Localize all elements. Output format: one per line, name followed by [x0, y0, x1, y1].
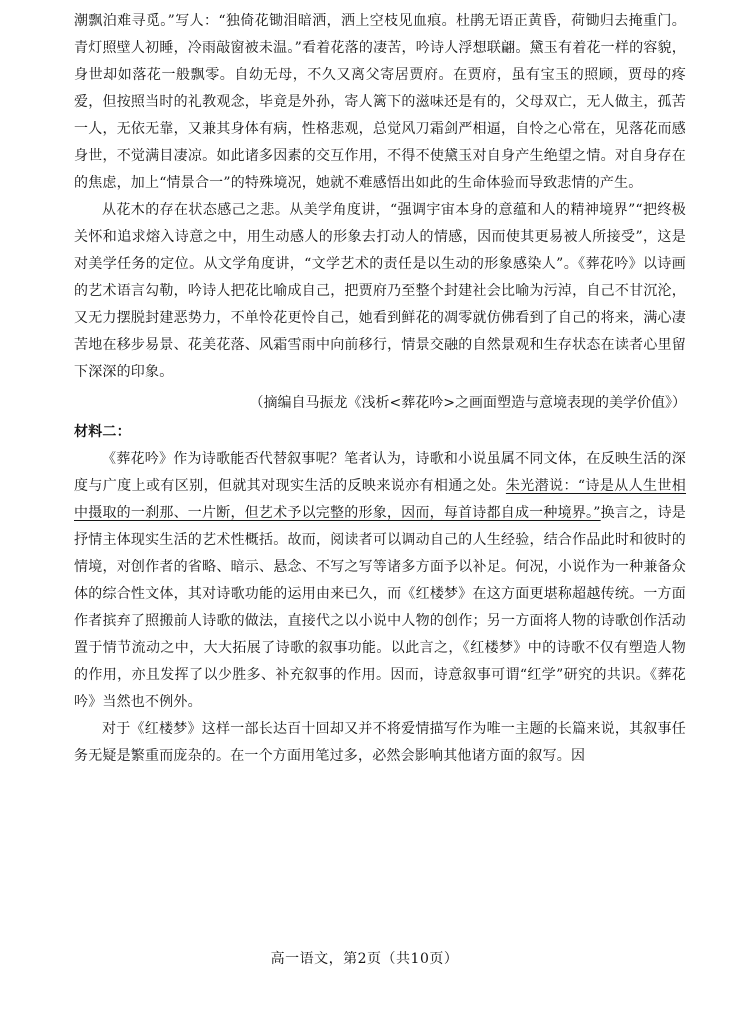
- paragraph-3-text-b: 换言之，诗是抒情主体现实生活的艺术性概括。故而，阅读者可以调动自己的人生经验，结合作品此时和彼时的情境，对创作者的省略、暗示、悬念、不写之写等诸多方面予以补足。何况，小说作为一种兼备众体的综合性文体，其对诗歌功能的运用由来已久，而《红楼梦》在这方面更堪称超越传统。一方面作者摈弃了照搬前人诗歌的做法，直接代之以小说中人物的创作；另一方面将人物的诗歌创作活动置于情节流动之中，大大拓展了诗歌的叙事功能。以此言之，《红楼梦》中的诗歌不仅有塑造人物的作用，亦且发挥了以少胜多、补充叙事的作用。因而，诗意叙事可谓“红学”研究的共识。《葬花吟》当然也不例外。: [74, 505, 687, 710]
- paragraph-3: [74, 446, 686, 716]
- paragraph-3-text-a: 《葬花吟》作为诗歌能否代替叙事呢？笔者认为，诗歌和小说虽属不同文体，在反映生活的深度与广度上或有区别，但就其对现实生活的反映来说亦有相通之处。: [74, 451, 686, 494]
- material-two-heading: 材料二：: [74, 424, 131, 440]
- paragraph-1: 潮飘泊难寻觅。”写人：“独倚花锄泪暗洒，洒上空枝见血痕。杜鹃无语正黄昏，荷锄归去掩重门。青灯照壁人初睡，冷雨敲窗被未温。”看着花落的凄苦，吟诗人浮想联翩。黛玉有着花一样的容貌，身世却如落花一般飘零。自幼无母，不久又离父寄居贾府。在贾府，虽有宝玉的照顾，贾母的疼爱，但按照当时的礼教观念，毕竟是外孙，寄人篱下的滋味还是有的，父母双亡，无人做主，孤苦一人，无依无靠，又兼其身体有病，性格悲观，总觉风刀霜剑严相逼，自怜之心常在，见落花而感身世，不觉满目凄凉。如此诸多因素的交互作用，不得不使黛玉对自身产生绝望之情。对自身存在的焦虑，加上“情景合一”的特殊境况，她就不难感悟出如此的生命体验而导致悲情的产生。: [74, 13, 686, 191]
- paragraph-4: 对于《红楼梦》这样一部长达百十回却又并不将爱情描写作为唯一主题的长篇来说，其叙事任务无疑是繁重而庞杂的。在一个方面用笔过多，必然会影响其他诸方面的叙写。因: [74, 721, 686, 764]
- source-citation: （摘编自马振龙《浅析<葬花吟>之画面塑造与意境表现的美学价值》）: [249, 395, 686, 411]
- paragraph-2: 从花木的存在状态感己之悲。从美学角度讲，“强调宇宙本身的意蕴和人的精神境界”“把终极关怀和追求熔入诗意之中，用生动感人的形象去打动人的情感，因而使其更易被人所接受”，这是对美学任务的定位。从文学角度讲，“文学艺术的责任是以生动的形象感染人”。《葬花吟》以诗画的艺术语言勾勒，吟诗人把花比喻成自己，把贾府乃至整个封建社会比喻为污淖，自己不甘沉沦，又无力摆脱封建恶势力，不单怜花更怜自己，她看到鲜花的凋零就仿佛看到了自己的将来，满心凄苦地在移步易景、花美花落、风霜雪雨中向前移行，情景交融的自然景观和生存状态在读者心里留下深深的印象。: [74, 202, 686, 380]
- underlined-quote: 朱光潜说：“诗是从人生世相中摄取的一刹那、一片断，但艺术予以完整的形象，因而，每首诗都自成一种境界。”: [74, 478, 687, 521]
- page-footer: 高一语文，第2页（共10页）: [270, 951, 459, 967]
- body-text: [74, 8, 686, 770]
